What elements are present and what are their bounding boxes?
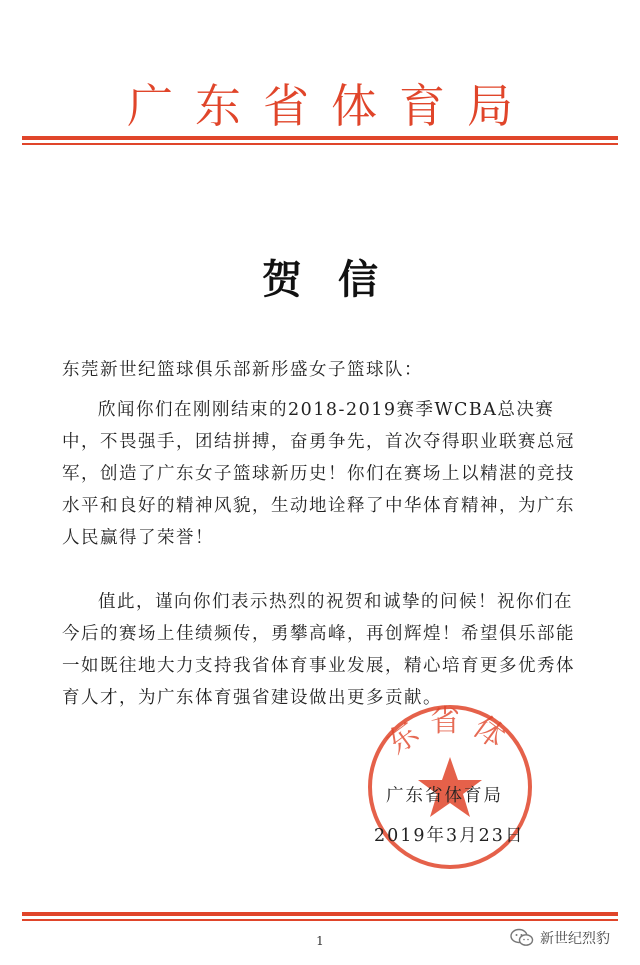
seal-text: 东省体 xyxy=(380,704,520,762)
letterhead-org-name: 广东省体育局 xyxy=(127,79,535,133)
letter-paragraph-2: 值此，谨向你们表示热烈的祝贺和诚挚的问候！祝你们在今后的赛场上佳绩频传，勇攀高峰，再创辉煌！希望俱乐部能一如既往地大力支持我省体育事业发展，精心培育更多优秀体育人才，为广东体育强省建设做出更多贡献。 xyxy=(62,592,575,708)
svg-text:东省体 xyxy=(380,704,519,762)
footer-rule-thick xyxy=(22,912,618,916)
header-rule-thin xyxy=(22,143,618,145)
watermark-text: 新世纪烈豹 xyxy=(540,931,610,947)
letter-signer: 广东省体育局 xyxy=(386,786,503,806)
letter-title: 贺信 xyxy=(262,257,414,303)
letter-salutation: 东莞新世纪篮球俱乐部新彤盛女子篮球队： xyxy=(62,360,423,380)
page-number: 1 xyxy=(316,934,324,948)
letter-date: 2019年3月23日 xyxy=(374,826,525,846)
footer-rule-thin xyxy=(22,919,618,921)
watermark xyxy=(510,926,610,950)
wechat-icon xyxy=(510,928,534,948)
letter-paragraph-1: 欣闻你们在刚刚结束的2018-2019赛季WCBA总决赛中，不畏强手，团结拼搏，奋勇争先，首次夺得职业联赛总冠军，创造了广东女子篮球新历史！你们在赛场上以精湛的竞技水平和良好的精神风貌，生动地诠释了中华体育精神，为广东人民赢得了荣誉！ xyxy=(62,400,575,548)
header-rule-thick xyxy=(22,136,618,140)
